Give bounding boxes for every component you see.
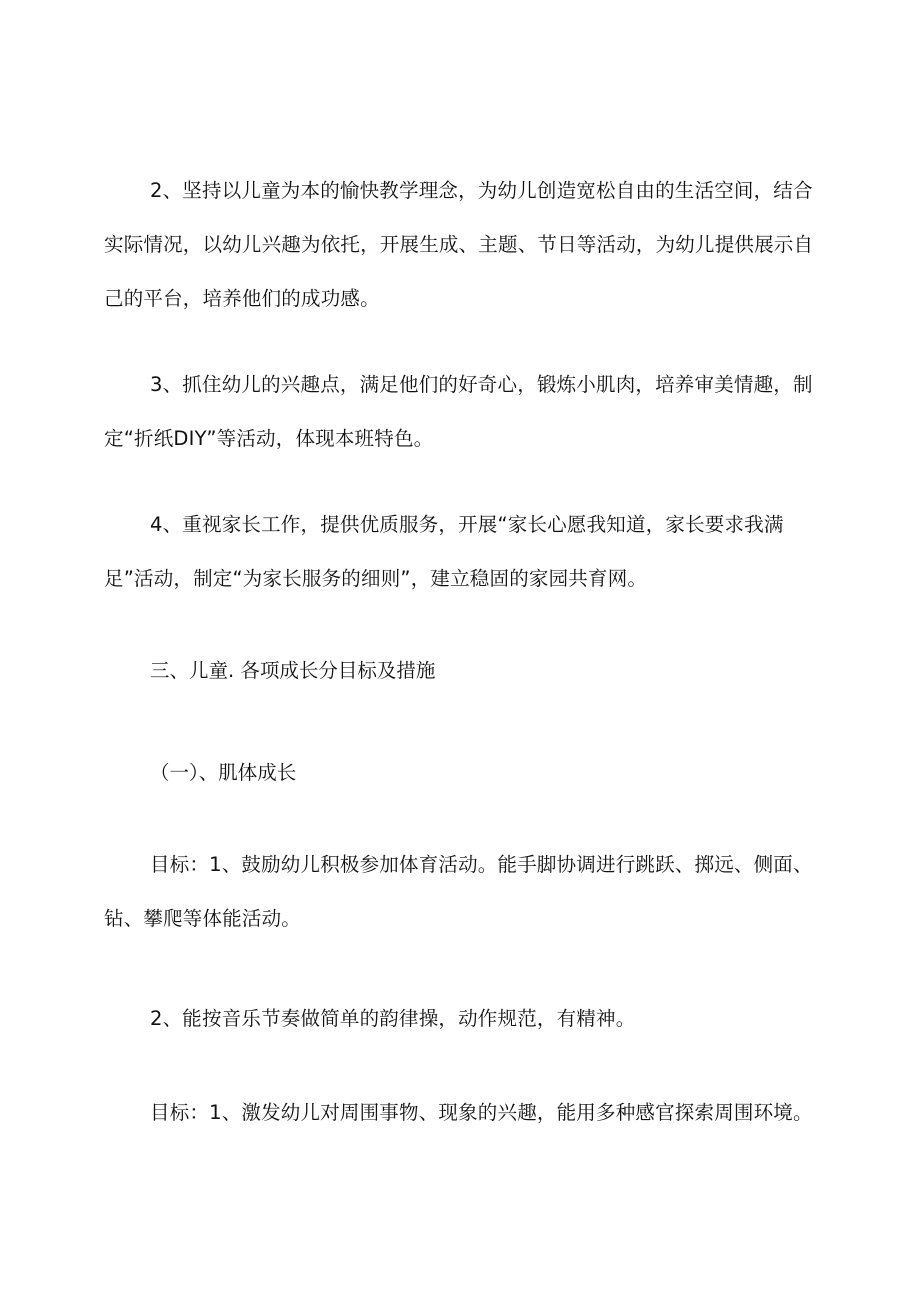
goal-paragraph-1 [104, 838, 820, 946]
paragraph-text: 目标：1、激发幼儿对周围事物、现象的兴趣，能用多种感官探索周围环境。 [150, 1101, 813, 1124]
paragraph-text: 目标：1、鼓励幼儿积极参加体育活动。能手脚协调进行跳跃、掷远、侧面、钻、攀爬等体能活动。 [104, 853, 813, 930]
goal-paragraph-3 [104, 1086, 820, 1140]
paragraph-text: 3、抓住幼儿的兴趣点，满足他们的好奇心，锻炼小肌肉，培养审美情趣，制定“折纸DIY”等活动，体现本班特色。 [104, 373, 813, 450]
paragraph-item-2 [104, 164, 820, 326]
paragraph-text: 2、坚持以儿童为本的愉快教学理念，为幼儿创造宽松自由的生活空间，结合实际情况，以幼儿兴趣为依托，开展生成、主题、节日等活动，为幼儿提供展示自己的平台，培养他们的成功感。 [104, 179, 814, 310]
paragraph-text: 2、能按音乐节奏做简单的韵律操，动作规范，有精神。 [150, 1007, 636, 1030]
section-heading: 三、儿童. 各项成长分目标及措施 [150, 659, 436, 682]
paragraph-item-4 [104, 498, 820, 606]
goal-paragraph-2 [104, 992, 820, 1046]
paragraph-item-3 [104, 358, 820, 466]
paragraph-text: 4、重视家长工作，提供优质服务，开展“家长心愿我知道，家长要求我满足”活动，制定“为家长服务的细则”，建立稳固的家园共育网。 [104, 513, 784, 590]
subsection-heading: （一）、肌体成长 [150, 761, 297, 784]
